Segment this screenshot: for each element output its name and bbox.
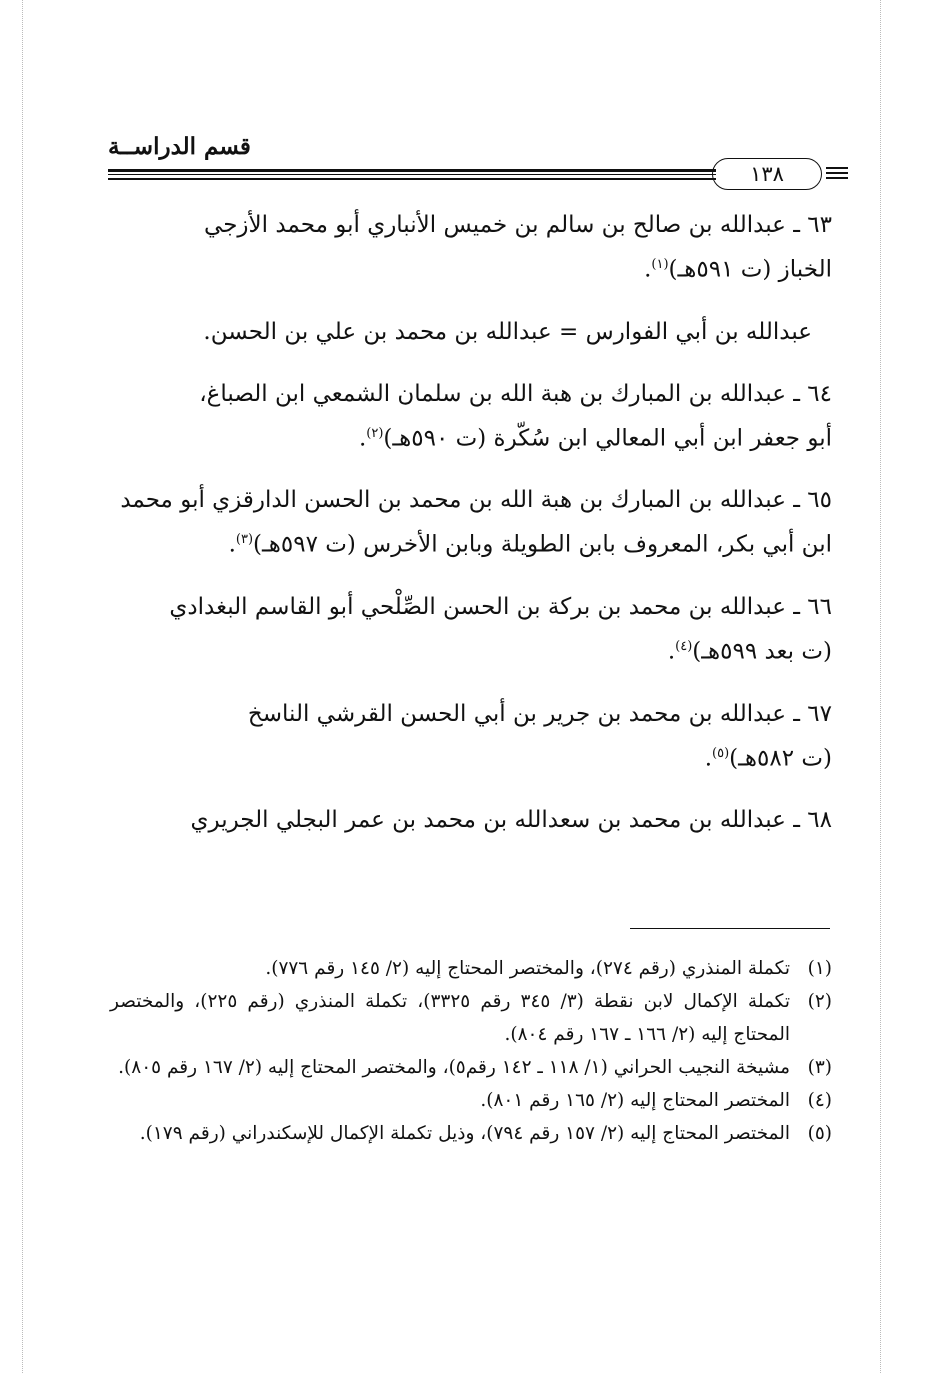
footnote: [110, 985, 832, 1051]
footnote-ref: (٥): [712, 745, 730, 761]
footnote-text: تكملة الإكمال لابن نقطة (٣/ ٣٤٥ رقم ٣٣٢٥)، تكملة المنذري (رقم ٢٢٥)، والمختصر المحتاج إليه (٢/ ١٦٦ ـ ١٦٧ رقم ٨٠٤).: [110, 991, 791, 1045]
footnote-number: (٣): [807, 1057, 832, 1078]
footnote-text: تكملة المنذري (رقم ٢٧٤)، والمختصر المحتاج إليه (٢/ ١٤٥ رقم ٧٧٦).: [265, 958, 790, 979]
margin-dotted-line-left: [22, 0, 24, 1373]
footnote-ref: (٤): [675, 638, 693, 654]
footnote-number: (٢): [807, 991, 832, 1012]
header-rule: [108, 178, 716, 180]
entry-67: [110, 694, 832, 779]
entry-66: [110, 587, 832, 672]
footnote-ref: (٢): [366, 425, 384, 441]
footnote-number: (٤): [807, 1090, 832, 1111]
footnote-number: (٥): [807, 1123, 832, 1144]
footnote-separator: [630, 928, 830, 929]
entry-line: ٦٦ ـ عبدالله بن محمد بن بركة بن الحسن الصِّلْحي أبو القاسم البغدادي: [169, 593, 832, 620]
page-number: [712, 158, 822, 190]
page-number-text: ١٣٨: [750, 162, 784, 186]
entry-line: (ت ٥٨٢هـ)$^{(٥)}$.: [704, 745, 832, 772]
footnote-text: المختصر المحتاج إليه (٢/ ١٥٧ رقم ٧٩٤)، وذيل تكملة الإكمال للإسكندراني (رقم ١٧٩).: [139, 1123, 790, 1144]
entry-line: الخباز (ت ٥٩١هـ)$^{(١)}$.: [644, 256, 832, 283]
entry-line: ابن أبي بكر، المعروف بابن الطويلة وبابن الأخرس (ت ٥٩٧هـ)$^{(٣)}$.: [228, 531, 832, 558]
entry-63: [110, 205, 832, 290]
entry-line: (ت بعد ٥٩٩هـ)$^{(٤)}$.: [667, 638, 832, 665]
cross-reference: [110, 312, 832, 352]
footnote-text: المختصر المحتاج إليه (٢/ ١٦٥ رقم ٨٠١).: [480, 1090, 790, 1111]
footnote-number: (١): [807, 958, 832, 979]
footnote: [110, 952, 832, 985]
footnote: [110, 1051, 832, 1084]
entry-68: [110, 800, 832, 840]
body-text: [110, 205, 832, 862]
running-title: قسم الدراســة: [108, 133, 251, 160]
header-rule: [108, 174, 716, 175]
page-number-ornament: [826, 167, 848, 182]
entry-line: ٦٤ ـ عبدالله بن المبارك بن هبة الله بن سلمان الشمعي ابن الصباغ،: [199, 380, 832, 407]
entry-line: أبو جعفر ابن أبي المعالي ابن سُكّرة (ت ٥٩٠هـ)$^{(٢)}$.: [358, 425, 832, 452]
entry-line: ٦٣ ـ عبدالله بن صالح بن سالم بن خميس الأنباري أبو محمد الأزجي: [204, 212, 832, 238]
entry-64: [110, 374, 832, 459]
entry-line: ٦٥ ـ عبدالله بن المبارك بن هبة الله بن محمد بن الحسن الدارقزي أبو محمد: [120, 487, 832, 514]
entry-65: [110, 480, 832, 565]
entry-line: ٦٧ ـ عبدالله بن محمد بن جرير بن أبي الحسن القرشي الناسخ: [247, 700, 832, 727]
header-rule: [108, 169, 716, 172]
footnotes: [110, 952, 832, 1150]
footnote: [110, 1117, 832, 1150]
entry-line: ٦٨ ـ عبدالله بن محمد بن سعدالله بن محمد بن عمر البجلي الجريري: [190, 807, 832, 834]
footnote-text: مشيخة النجيب الحراني (١/ ١١٨ ـ ١٤٢ رقم٥)، والمختصر المحتاج إليه (٢/ ١٦٧ رقم ٨٠٥).: [118, 1057, 790, 1078]
margin-dotted-line-right: [880, 0, 882, 1373]
footnote-ref: (١): [651, 257, 669, 272]
entry-line: عبدالله بن أبي الفوارس = عبدالله بن محمد بن علي بن الحسن.: [203, 318, 812, 345]
footnote-ref: (٣): [235, 532, 254, 548]
footnote: [110, 1084, 832, 1117]
